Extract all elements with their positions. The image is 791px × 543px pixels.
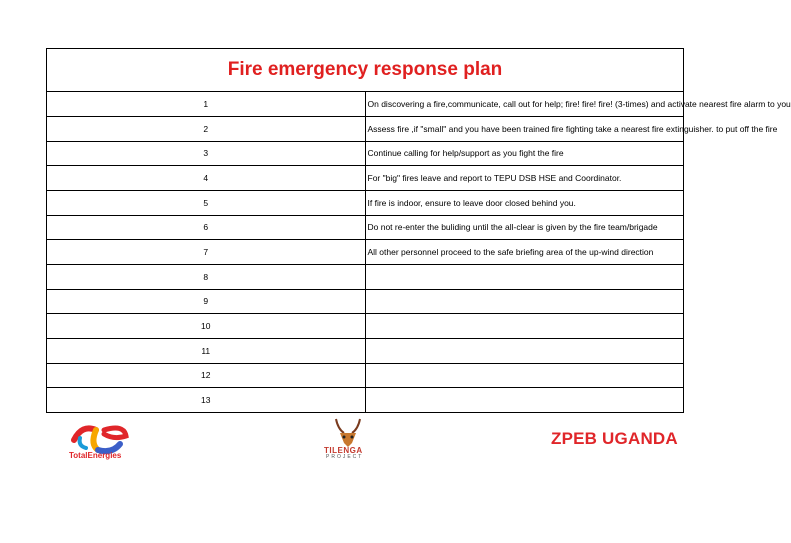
row-number: 11 — [47, 338, 366, 363]
row-text: For "big" fires leave and report to TEPU DSB HSE and Coordinator. — [365, 166, 684, 191]
response-plan-table — [46, 48, 791, 413]
table-row — [47, 264, 684, 289]
row-number: 4 — [47, 166, 366, 191]
row-text: If fire is indoor, ensure to leave door closed behind you. — [365, 190, 684, 215]
row-text — [365, 289, 684, 314]
row-number: 6 — [47, 215, 366, 240]
row-number: 2 — [47, 116, 366, 141]
row-text — [365, 363, 684, 388]
row-text: Continue calling for help/support as you fight the fire — [365, 141, 684, 166]
row-text: On discovering a fire,communicate, call out for help; fire! fire! fire! (3-times) and activate nearest fire alarm to you — [365, 92, 684, 117]
table-row — [47, 388, 684, 413]
row-text: Do not re-enter the buliding until the all-clear is given by the fire team/brigade — [365, 215, 684, 240]
row-number: 12 — [47, 363, 366, 388]
row-number: 8 — [47, 264, 366, 289]
row-number: 9 — [47, 289, 366, 314]
table-row — [47, 215, 684, 240]
table-row — [47, 116, 684, 141]
tilenga-logo-subtext: PROJECT — [326, 454, 364, 460]
row-text — [365, 314, 684, 339]
row-number: 10 — [47, 314, 366, 339]
totalenergies-logo-text: TotalEnergies — [69, 451, 122, 460]
table-row — [47, 190, 684, 215]
row-number: 1 — [47, 92, 366, 117]
row-text — [365, 264, 684, 289]
row-number: 7 — [47, 240, 366, 265]
row-text: All other personnel proceed to the safe briefing area of the up-wind direction — [365, 240, 684, 265]
table-row — [47, 314, 684, 339]
row-text — [365, 388, 684, 413]
tilenga-logo-text: TILENGA — [324, 446, 363, 455]
table-row — [47, 92, 684, 117]
table-row — [47, 289, 684, 314]
row-text — [365, 338, 684, 363]
row-number: 13 — [47, 388, 366, 413]
table-row — [47, 240, 684, 265]
table-row — [47, 363, 684, 388]
title-row — [47, 49, 684, 92]
zpeb-uganda-logo-text: ZPEB UGANDA — [551, 429, 678, 448]
table-row — [47, 166, 684, 191]
row-number: 5 — [47, 190, 366, 215]
table-row — [47, 338, 684, 363]
table-row — [47, 141, 684, 166]
row-text: Assess fire ,if "small" and you have been trained fire fighting take a nearest fire extinguisher. to put off the fire — [365, 116, 684, 141]
row-number: 3 — [47, 141, 366, 166]
document-title: Fire emergency response plan — [47, 49, 684, 92]
